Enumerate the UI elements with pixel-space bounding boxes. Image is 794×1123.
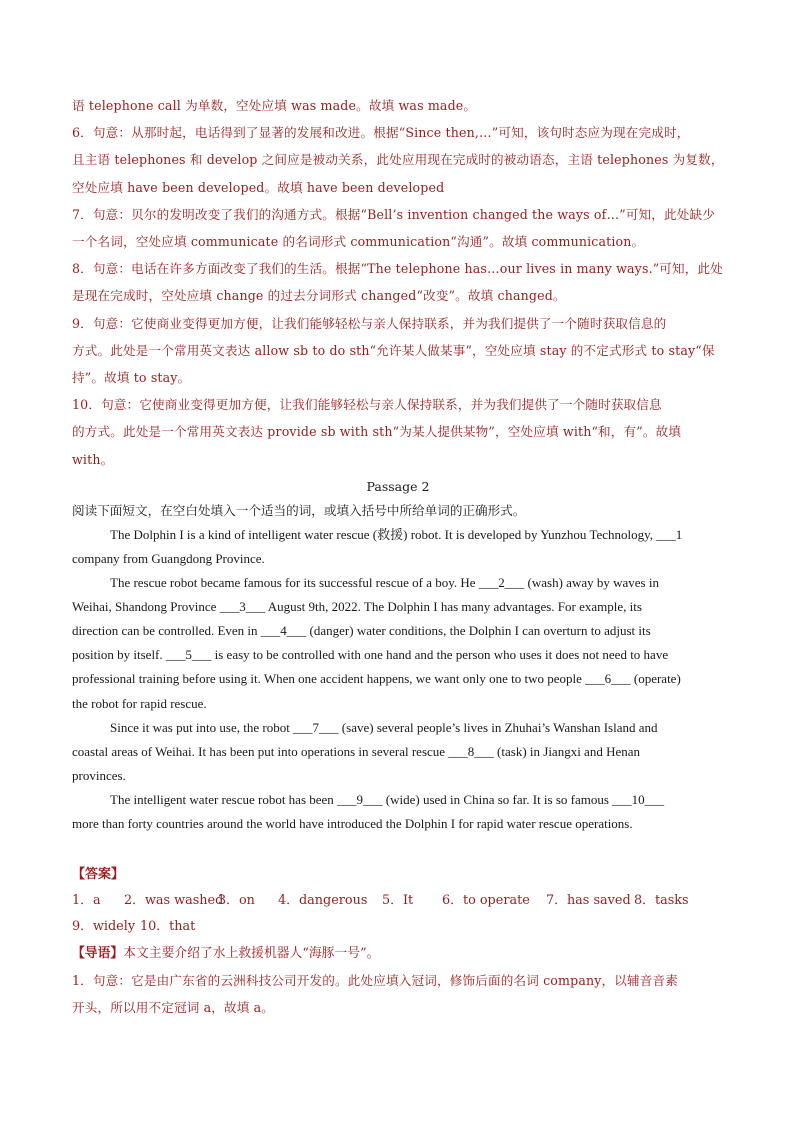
explanation-line: 9．句意：它使商业变得更加方便，让我们能够轻松与亲人保持联系，并为我们提供了一个随时获取信息的	[72, 315, 667, 331]
passage-line: The intelligent water rescue robot has been ___9___ (wide) used in China so far. It is so famous ___10___	[110, 791, 665, 807]
explanation-line: 的方式。此处是一个常用英文表达 provide sb with sth“为某人提供某物”，空处应填 with“和，有”。故填	[72, 424, 682, 440]
answer-item: 4．dangerous	[278, 893, 368, 909]
explanation-line: with。	[72, 451, 114, 467]
passage-line: position by itself. ___5___ is easy to be controlled with one hand and the person who uses it does not need to have	[72, 647, 669, 663]
passage-line: direction can be controlled. Even in ___4___ (danger) water conditions, the Dolphin I can overturn to adjust its	[72, 623, 651, 639]
explanation-line: 7．句意：贝尔的发明改变了我们的沟通方式。根据“Bell’s invention changed the ways of…”可知，此处缺少	[72, 206, 715, 222]
answer-item: 10．that	[140, 919, 196, 935]
passage-line: professional training before using it. When one accident happens, we want only one to two people ___6___ (operate)	[72, 671, 681, 687]
document-page	[72, 92, 724, 1021]
explanation-line: 6．句意：从那时起，电话得到了显著的发展和改进。根据“Since then,…”可知，该句时态应为现在完成时，	[72, 125, 690, 141]
answer-item: 1．a	[72, 893, 101, 909]
passage-line: company from Guangdong Province.	[72, 550, 265, 566]
answer-heading: 【答案】	[72, 867, 125, 883]
explanation-line: 是现在完成时，空处应填 change 的过去分词形式 changed“改变”。故填 changed。	[72, 288, 566, 304]
explanation-line: 且主语 telephones 和 develop 之间应是被动关系，此处应用现在完成时的被动语态，主语 telephones 为复数，	[72, 152, 724, 168]
passage-line: coastal areas of Weihai. It has been put into operations in several rescue ___8___ (task) in Jiangxi and Henan	[72, 743, 641, 759]
answer-list	[72, 888, 724, 940]
answer-item: 3．on	[218, 893, 255, 909]
explanation-line: 1．句意：它是由广东省的云洲科技公司开发的。此处应填入冠词，修饰后面的名词 company，以辅音音素	[72, 973, 678, 989]
answer-item: 6．to operate	[442, 893, 530, 909]
passage-line: Since it was put into use, the robot ___7___ (save) several people’s lives in Zhuhai’s Wanshan Island and	[110, 719, 658, 735]
answer-item: 5．It	[382, 893, 414, 909]
explanation-line: 语 telephone call 为单数，空处应填 was made。故填 was made。	[72, 98, 477, 113]
explanation-line: 8．句意：电话在许多方面改变了我们的生活。根据“The telephone has…our lives in many ways.”可知，此处	[72, 261, 724, 277]
guide-line	[72, 940, 724, 967]
answer-item: 7．has saved	[546, 893, 631, 909]
passage-line: provinces.	[72, 767, 126, 783]
explanation-line: 开头，所以用不定冠词 a，故填 a。	[72, 1000, 275, 1016]
explanations-top	[72, 92, 724, 473]
explanation-line: 空处应填 have been developed。故填 have been developed	[72, 179, 445, 195]
passage-line: more than forty countries around the world have introduced the Dolphin I for rapid water rescue operations.	[72, 815, 633, 831]
passage-body	[72, 523, 724, 836]
explanation-line: 一个名词，空处应填 communicate 的名词形式 communication“沟通”。故填 communication。	[72, 234, 645, 250]
passage-title: Passage 2	[366, 478, 430, 494]
passage-line: Weihai, Shandong Province ___3___ August 9th, 2022. The Dolphin I has many advantages. For example, its	[72, 599, 642, 615]
passage-line: The Dolphin I is a kind of intelligent water rescue (救援) robot. It is developed by Yunzhou Technology, ___1	[110, 526, 683, 542]
explanations-bottom	[72, 967, 724, 1021]
explanation-line: 10．句意：它使商业变得更加方便，让我们能够轻松与亲人保持联系，并为我们提供了一个随时获取信息	[72, 397, 662, 413]
answer-item: 8．tasks	[634, 893, 689, 909]
answer-item: 9．widely	[72, 919, 136, 935]
explanation-line: 持”。故填 to stay。	[72, 370, 191, 386]
explanation-line: 方式。此处是一个常用英文表达 allow sb to do sth“允许某人做某事”，空处应填 stay 的不定式形式 to stay“保	[72, 342, 715, 358]
guide-label: 【导语】	[72, 946, 124, 962]
passage-line: The rescue robot became famous for its successful rescue of a boy. He ___2___ (wash) away by waves in	[110, 575, 659, 591]
passage-line: the robot for rapid rescue.	[72, 695, 207, 711]
guide-text: 本文主要介绍了水上救援机器人“海豚一号”。	[123, 946, 380, 962]
instruction-text: 阅读下面短文，在空白处填入一个适当的词，或填入括号中所给单词的正确形式。	[72, 502, 526, 518]
answer-item: 2．was washed	[124, 893, 224, 909]
